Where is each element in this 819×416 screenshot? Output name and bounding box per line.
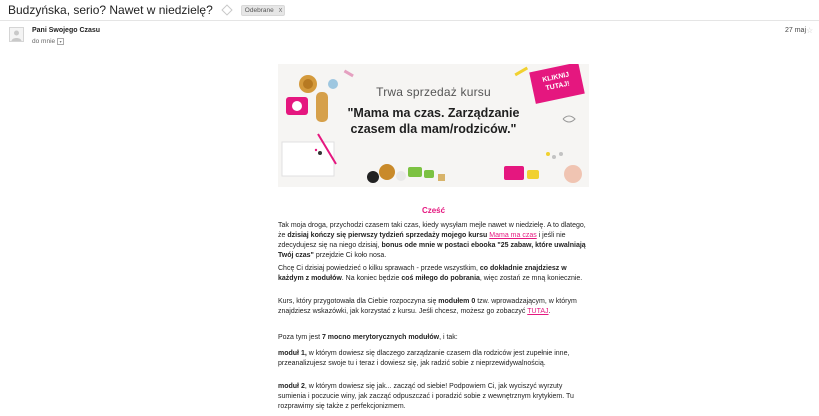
banner-title-line1: "Mama ma czas. Zarządzanie: [347, 106, 520, 120]
p4-bold-1: 7 mocno merytorycznych modułów: [321, 334, 440, 341]
p6-bold-1: moduł 2: [278, 383, 305, 390]
p2-text-3: , więc zostań ze mną koniecznie.: [479, 275, 583, 282]
paragraph-3: [278, 297, 589, 317]
recipient-text: do mnie: [32, 38, 56, 45]
p1-text-4: przejdzie Ci koło nosa.: [313, 252, 387, 259]
default-avatar-icon: [10, 28, 23, 41]
paragraph-2: [278, 264, 589, 284]
email-subject: Budzyńska, serio? Nawet w niedzielę?: [8, 3, 213, 17]
p5-text-1: w którym dowiesz się dlaczego zarządzanie czasem dla rodziców jest zupełnie inne, przeanalizujesz swoje tu i teraz i dowiesz się, jak radzić sobie z nieprzewidywalnością.: [278, 350, 570, 367]
sender-avatar: [9, 27, 24, 42]
email-date: 27 maj: [785, 27, 807, 34]
star-icon[interactable]: ☆: [806, 26, 814, 35]
cta-line2: TUTAJ!: [545, 80, 571, 93]
p1-bold-2: bonus ode mnie w postaci ebooka "25 zabaw, które uwalniają Twój czas": [278, 242, 586, 259]
p2-bold-2: coś miłego do pobrania: [401, 275, 480, 282]
p3-text-3: .: [548, 308, 551, 315]
paragraph-4: [278, 333, 589, 343]
inbox-label-text: Odebrane: [244, 6, 274, 14]
paragraph-1: [278, 221, 589, 261]
details-dropdown-icon[interactable]: ▾: [57, 38, 64, 45]
recipient-line: [32, 38, 64, 45]
paragraph-6: [278, 382, 589, 412]
greeting: Cześć: [421, 206, 446, 215]
module-zero-link[interactable]: TUTAJ: [527, 308, 549, 315]
p1-text-1: Tak moja droga, przychodzi czasem taki czas, kiedy wysyłam mejle nawet w niedzielę. A to dlatego, że: [278, 222, 586, 239]
course-link[interactable]: Mama ma czas: [489, 232, 537, 239]
course-banner[interactable]: [278, 64, 589, 187]
p3-bold-1: modułem 0: [438, 298, 476, 305]
remove-label-icon[interactable]: x: [278, 6, 283, 14]
p4-text-2: , i tak:: [439, 334, 458, 341]
p2-text-1: Chcę Ci dzisiaj powiedzieć o kilku sprawach - przede wszystkim,: [278, 265, 480, 272]
p3-text-1: Kurs, który przygotowała dla Ciebie rozpoczyna się: [278, 298, 439, 305]
p5-bold-1: moduł 1,: [278, 350, 307, 357]
p1-bold-1: dzisiaj kończy się pierwszy tydzień sprzedaży mojego kursu: [287, 232, 488, 239]
p4-text-1: Poza tym jest: [278, 334, 322, 341]
p3-text-2: tzw. wprowadzającym, w którym znajdziesz wskazówki, jak korzystać z kursu. Jeśli chcesz, możesz go zobaczyć: [278, 298, 577, 315]
p6-text-1: , w którym dowiesz się jak... zacząć od siebie! Podpowiem Ci, jak wyciszyć wyrzuty sumienia i poczucie winy, jak zacząć odpuszczać i poradzić sobie z wewnętrznym krytykiem. Tu rozprawimy się także z perfekcjonizmem.: [278, 383, 574, 410]
email-subject-row: [8, 2, 285, 18]
cta-line1: KLIKNIJ: [541, 71, 570, 84]
banner-title-line2: czasem dla mam/rodziców.": [350, 122, 517, 136]
inbox-label-chip[interactable]: [241, 5, 285, 16]
p2-text-2: . Na koniec będzie: [341, 275, 402, 282]
paragraph-5: [278, 349, 589, 369]
p2-bold-1: co dokładnie znajdziesz w każdym z modułów: [278, 265, 567, 282]
banner-subtitle: Trwa sprzedaż kursu: [376, 85, 491, 99]
p1-text-3: i jeśli nie zdecydujesz się na niego dzisiaj,: [278, 232, 566, 249]
header-divider: [0, 20, 819, 21]
sender-name[interactable]: Pani Swojego Czasu: [32, 27, 101, 34]
banner-title: [278, 105, 589, 137]
importance-marker-icon[interactable]: [221, 4, 232, 15]
